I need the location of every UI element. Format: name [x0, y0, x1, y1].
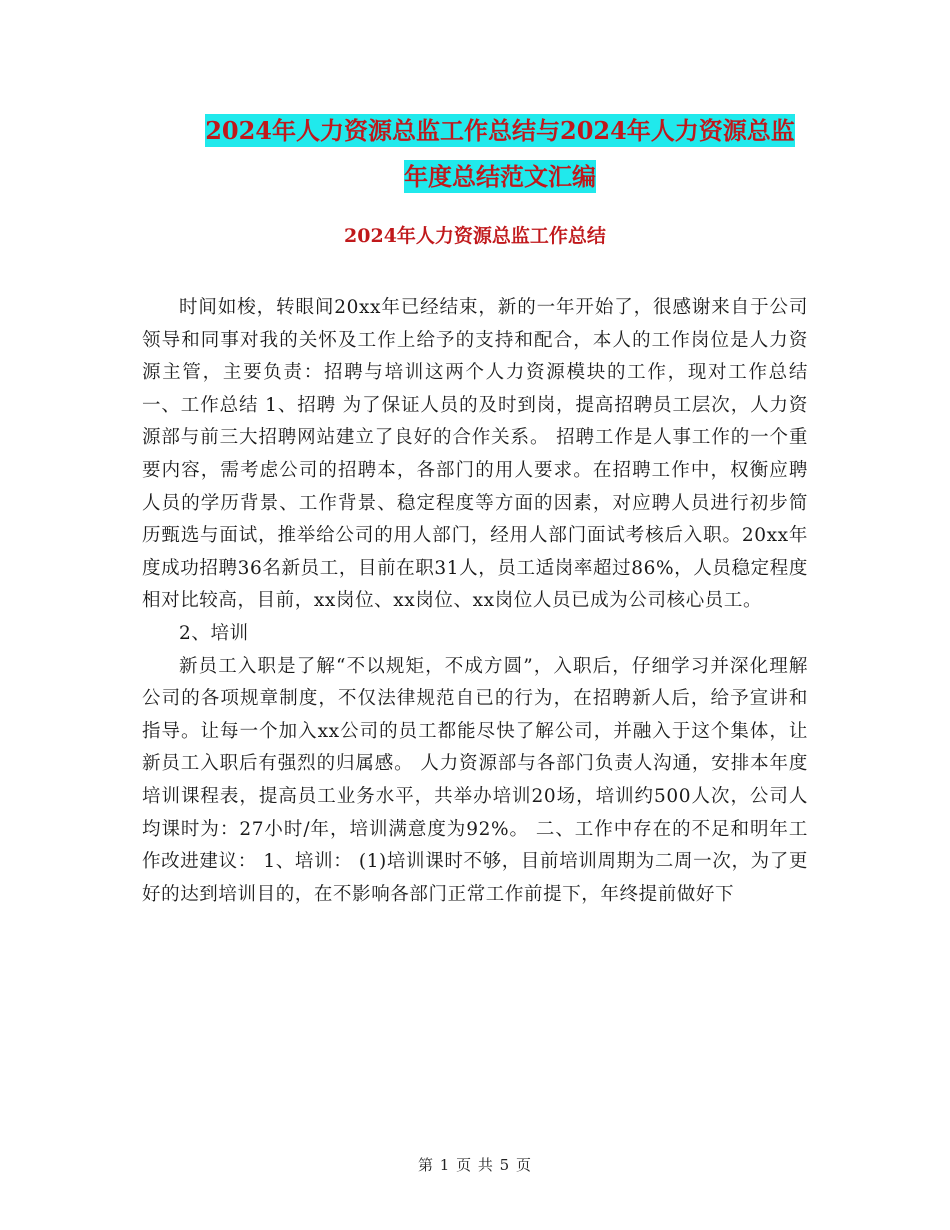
- document-title-line1: 2024年人力资源总监工作总结与2024年人力资源总监: [205, 116, 795, 145]
- document-title: [140, 108, 860, 200]
- document-body: [142, 292, 808, 911]
- paragraph-recruitment: 时间如梭，转眼间20xx年已经结束，新的一年开始了，很感谢来自于公司领导和同事对我的关怀及工作上给予的支持和配合，本人的工作岗位是人力资源主管，主要负责：招聘与培训这两个人力资源模块的工作，现对工作总结 一、工作总结 1、招聘 为了保证人员的及时到岗，提高招聘员工层次，人力资源部与前三大招聘网站建立了良好的合作关系。 招聘工作是人事工作的一个重要内容，需考虑公司的招聘本，各部门的用人要求。在招聘工作中，权衡应聘人员的学历背景、工作背景、稳定程度等方面的因素，对应聘人员进行初步简历甄选与面试，推举给公司的用人部门，经用人部门面试考核后入职。20xx年度成功招聘36名新员工，目前在职31人，员工适岗率超过86%，人员稳定程度相对比较高，目前，xx岗位、xx岗位、xx岗位人员已成为公司核心员工。: [142, 297, 808, 612]
- page-footer: 第 1 页 共 5 页: [418, 1156, 532, 1174]
- document-title-line2: 年度总结范文汇编: [404, 162, 596, 191]
- paragraph-training-heading: 2、培训: [179, 622, 249, 644]
- paragraph-training: 新员工入职是了解“不以规矩，不成方圆”，入职后，仔细学习并深化理解公司的各项规章制度，不仅法律规范自已的行为，在招聘新人后，给予宣讲和指导。让每一个加入xx公司的员工都能尽快了解公司，并融入于这个集体，让新员工入职后有强烈的归属感。 人力资源部与各部门负责人沟通，安排本年度培训课程表，提高员工业务水平，共举办培训20场，培训约500人次，公司人均课时为：27小时/年，培训满意度为92%。 二、工作中存在的不足和明年工作改进建议： 1、培训： (1)培训课时不够，目前培训周期为二周一次，为了更好的达到培训目的，在不影响各部门正常工作前提下，年终提前做好下: [142, 655, 808, 905]
- section-title: 2024年人力资源总监工作总结: [344, 225, 606, 247]
